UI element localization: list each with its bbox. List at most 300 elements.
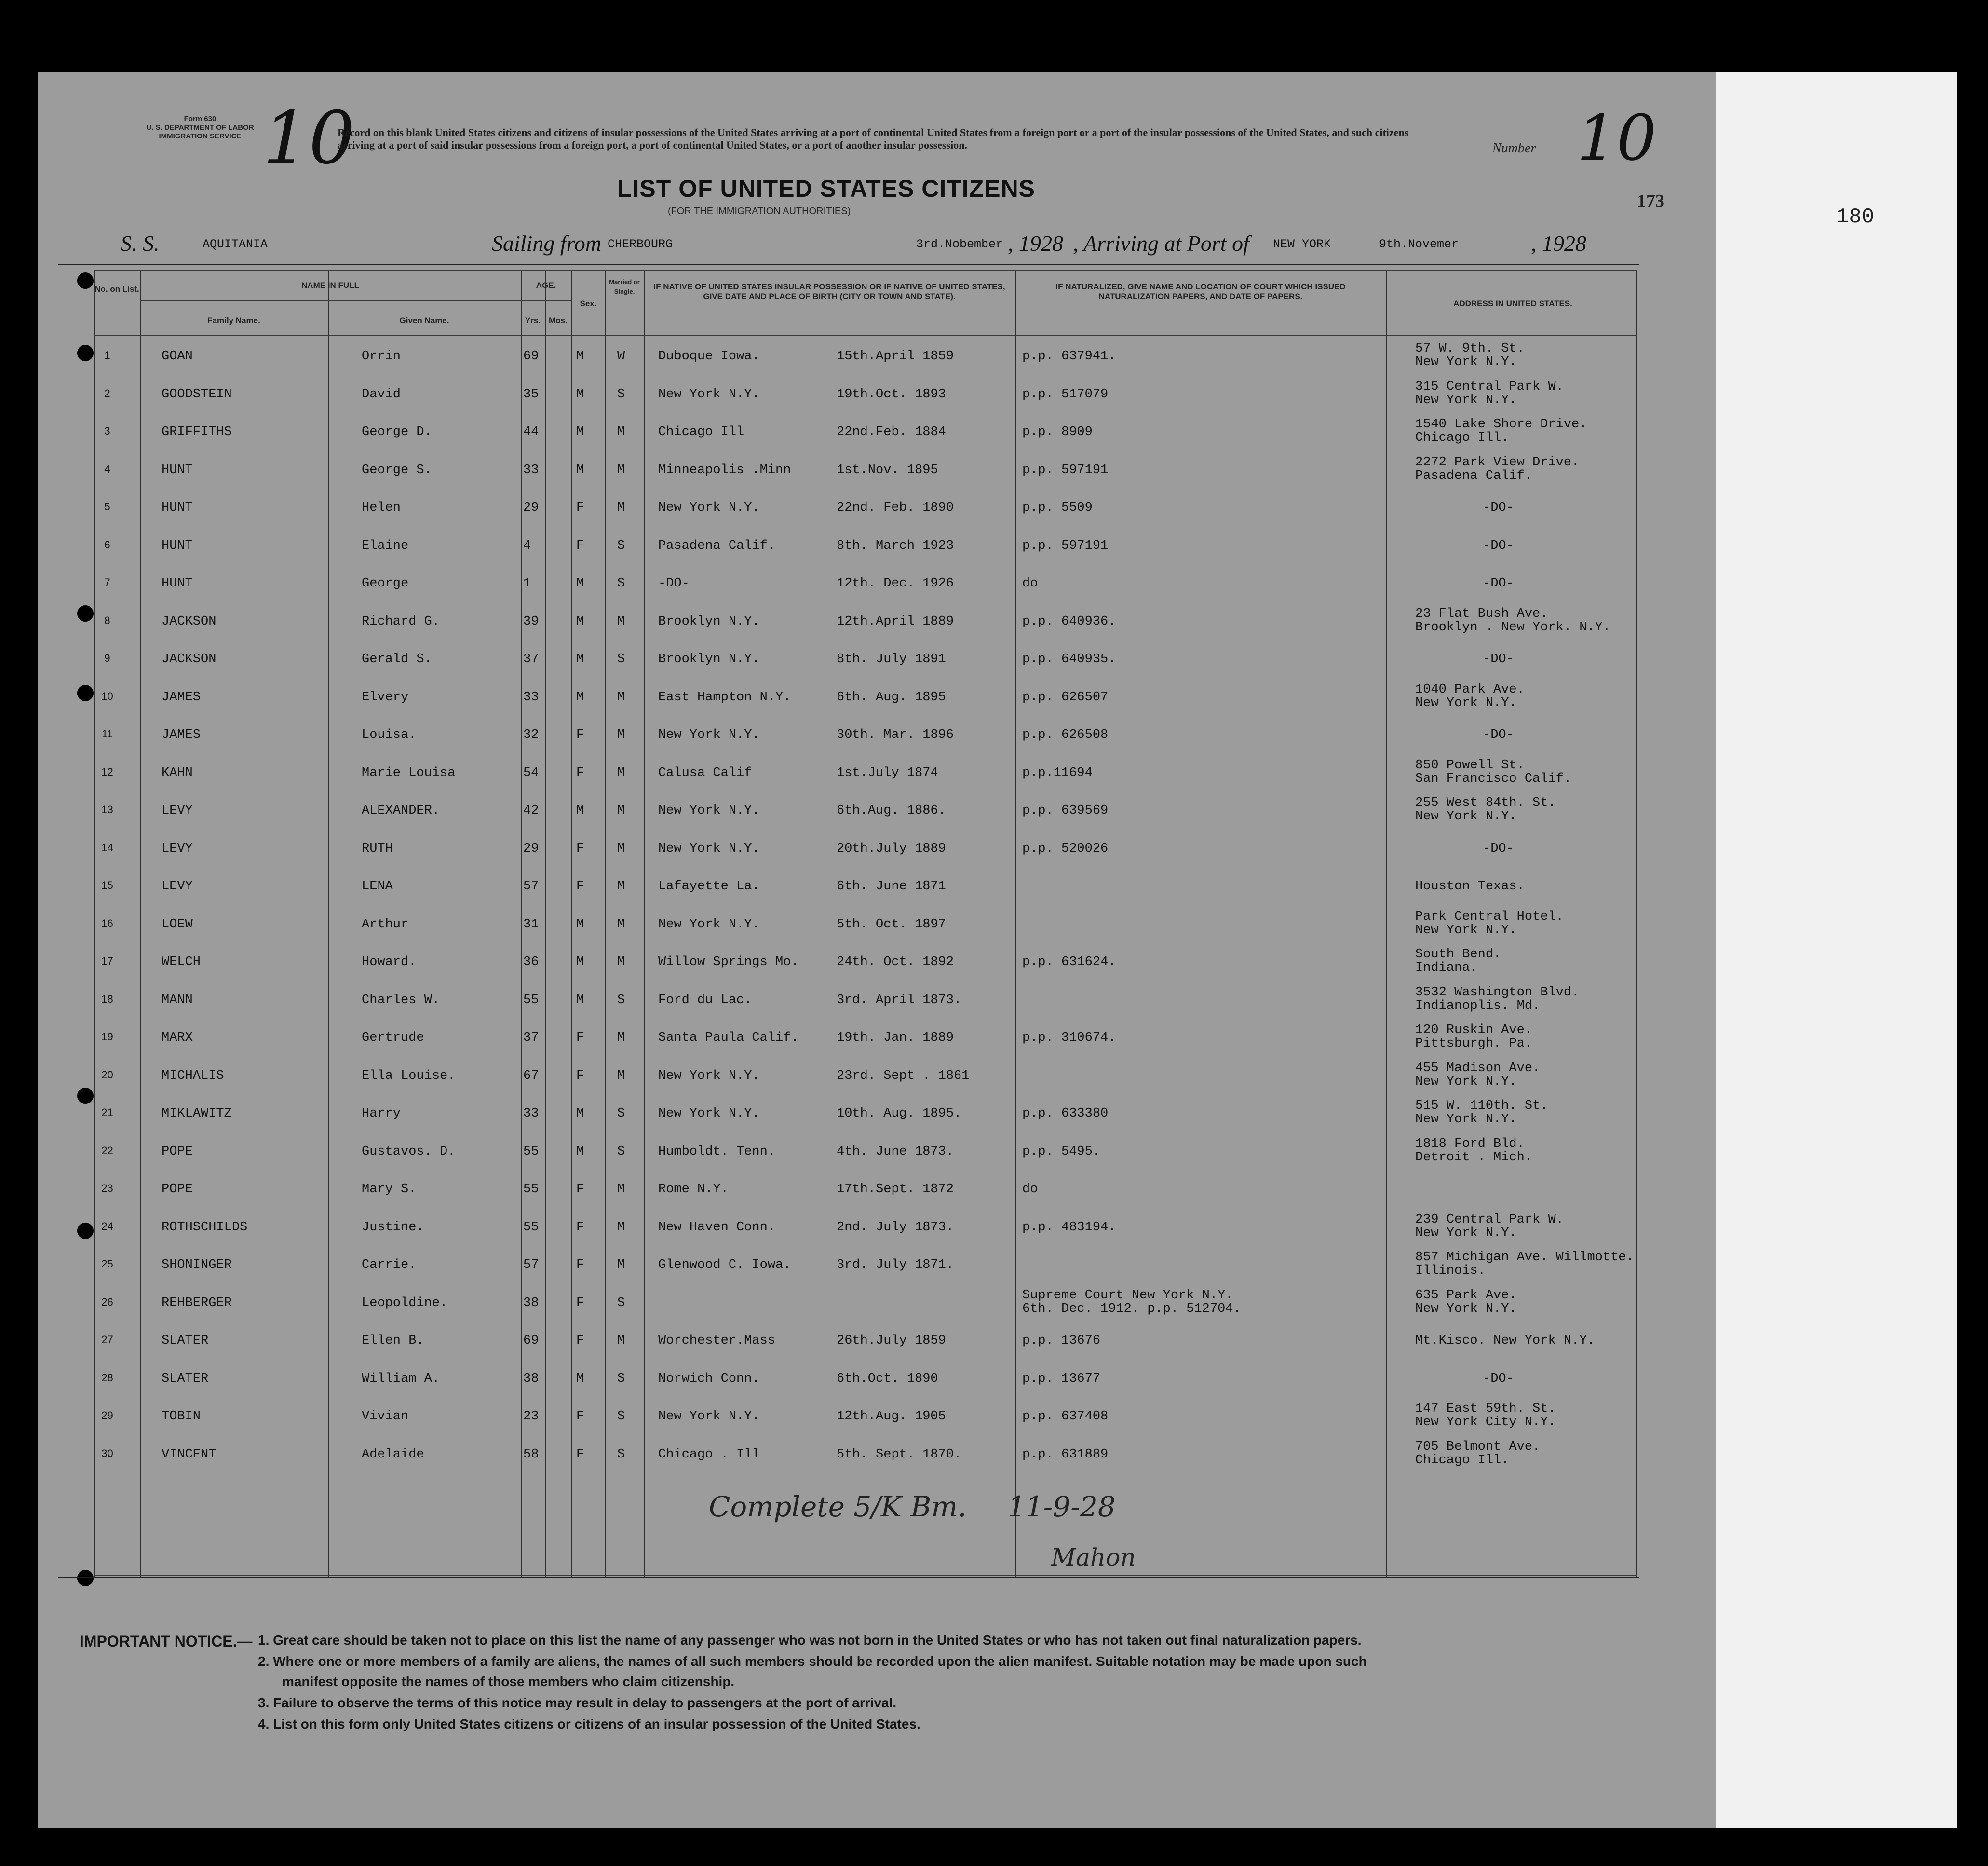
- address-line-2: New York N.Y.: [1415, 393, 1517, 408]
- binder-hole: [77, 605, 94, 622]
- marital-status: S: [617, 1409, 625, 1424]
- row-number: 15: [101, 879, 113, 891]
- marital-status: S: [617, 538, 625, 553]
- address-line-2: Illinois.: [1415, 1264, 1486, 1278]
- sex: M: [576, 1144, 584, 1159]
- birth-date: 12th.Aug. 1905: [837, 1409, 946, 1424]
- year-arrival: , 1928: [1531, 231, 1586, 256]
- family-name: HUNT: [162, 463, 193, 477]
- row-number: 17: [101, 955, 113, 967]
- row-number: 20: [101, 1068, 113, 1081]
- table-row: [94, 1360, 1637, 1398]
- sex: M: [576, 917, 584, 932]
- address-line-1: -DO-: [1483, 501, 1514, 515]
- address-line-1: 57 W. 9th. St.: [1415, 341, 1525, 356]
- family-name: REHBERGER: [162, 1295, 232, 1310]
- address-line-1: -DO-: [1483, 728, 1514, 742]
- family-name: SLATER: [162, 1334, 209, 1348]
- birth-place: New York N.Y.: [658, 1106, 760, 1121]
- naturalization: p.p. 5509: [1022, 501, 1093, 515]
- marital-status: M: [617, 614, 625, 629]
- birth-place: Willow Springs Mo.: [658, 955, 799, 969]
- marital-status: M: [617, 1031, 625, 1045]
- given-name: Adelaide: [362, 1447, 424, 1462]
- given-name: Richard G.: [362, 614, 440, 629]
- sex: M: [576, 349, 584, 364]
- row-number: 3: [104, 425, 110, 437]
- table-row: [94, 451, 1637, 489]
- age-years: 54: [523, 765, 539, 780]
- age-years: 57: [523, 879, 539, 894]
- page-stack-edge: [1716, 72, 1957, 1828]
- port-arrival: NEW YORK: [1273, 237, 1331, 251]
- table-row: [94, 1322, 1637, 1360]
- page-title: LIST OF UNITED STATES CITIZENS: [617, 175, 1036, 202]
- address-line-2: Brooklyn . New York. N.Y.: [1415, 620, 1611, 635]
- table-row: [94, 1171, 1637, 1208]
- family-name: SLATER: [162, 1371, 209, 1386]
- marital-status: S: [617, 387, 625, 402]
- family-name: JAMES: [162, 690, 201, 705]
- marital-status: S: [617, 1295, 625, 1310]
- row-number: 16: [101, 917, 113, 929]
- birth-place: New York N.Y.: [658, 1409, 760, 1424]
- col-birth: IF NATIVE OF UNITED STATES INSULAR POSSESSION OR IF NATIVE OF UNITED STATES, GIVE DATE AND PLACE OF BIRTH (CITY OR TOWN AND STATE).: [653, 282, 1005, 301]
- family-name: MIKLAWITZ: [162, 1106, 232, 1121]
- marital-status: M: [617, 804, 625, 818]
- marital-status: M: [617, 841, 625, 856]
- family-name: JACKSON: [162, 614, 216, 629]
- sex: F: [576, 1295, 584, 1310]
- col-no: No. on List.: [95, 285, 139, 294]
- address-line-2: Pittsburgh. Pa.: [1415, 1036, 1533, 1051]
- row-number: 18: [101, 993, 113, 1005]
- birth-place: Rome N.Y.: [658, 1182, 729, 1197]
- naturalization: p.p. 13676: [1022, 1334, 1101, 1348]
- table-row: [94, 1398, 1637, 1435]
- birth-place: New York N.Y.: [658, 917, 760, 932]
- age-years: 44: [523, 425, 539, 439]
- birth-date: 19th.Oct. 1893: [837, 387, 946, 402]
- table-row: [94, 603, 1637, 640]
- col-given-name: Given Name.: [399, 316, 449, 325]
- notice-item-4: 4. List on this form only United States citizens or citizens of an insular possession of the United States.: [258, 1716, 920, 1731]
- address-line-2: Detroit . Mich.: [1415, 1150, 1533, 1165]
- birth-place: New Haven Conn.: [658, 1220, 776, 1235]
- sex: M: [576, 463, 584, 477]
- sex: M: [576, 614, 584, 629]
- birth-date: 24th. Oct. 1892: [837, 955, 954, 969]
- age-years: 29: [523, 841, 539, 856]
- family-name: GOODSTEIN: [162, 387, 232, 402]
- birth-place: Humboldt. Tenn.: [658, 1144, 776, 1159]
- given-name: RUTH: [362, 841, 393, 856]
- address-line-2: Indiana.: [1415, 961, 1478, 975]
- row-number: 21: [101, 1106, 113, 1118]
- sex: F: [576, 1447, 584, 1462]
- naturalization: p.p. 626507: [1022, 690, 1109, 705]
- birth-place: Ford du Lac.: [658, 993, 752, 1008]
- birth-place: Brooklyn N.Y.: [658, 614, 760, 629]
- family-name: JAMES: [162, 728, 201, 742]
- family-name: HUNT: [162, 576, 193, 591]
- address-line-1: 315 Central Park W.: [1415, 379, 1564, 394]
- table-row: [94, 716, 1637, 754]
- list-number-handwritten: 10: [263, 96, 355, 180]
- given-name: David: [362, 387, 401, 402]
- birth-date: 8th. March 1923: [837, 538, 954, 553]
- naturalization: p.p. 640936.: [1022, 614, 1116, 629]
- table-row: [94, 830, 1637, 868]
- col-family-name: Family Name.: [207, 316, 260, 325]
- age-years: 37: [523, 652, 539, 667]
- row-number: 22: [101, 1144, 113, 1157]
- family-name: SHONINGER: [162, 1258, 232, 1272]
- marital-status: M: [617, 501, 625, 515]
- naturalization: p.p. 639569: [1022, 804, 1109, 818]
- given-name: Gustavos. D.: [362, 1144, 456, 1159]
- table-row: [94, 1095, 1637, 1132]
- row-number: 29: [101, 1409, 113, 1421]
- sex: M: [576, 1106, 584, 1121]
- address-line-1: 1540 Lake Shore Drive.: [1415, 417, 1587, 432]
- age-years: 55: [523, 1182, 539, 1197]
- marital-status: S: [617, 1144, 625, 1159]
- row-number: 14: [101, 841, 113, 854]
- sailing-line: [121, 231, 1639, 259]
- address-line-2: New York N.Y.: [1415, 355, 1517, 369]
- given-name: Vivian: [362, 1409, 409, 1424]
- birth-place: Lafayette La.: [658, 879, 760, 894]
- age-years: 69: [523, 349, 539, 364]
- birth-date: 5th. Sept. 1870.: [837, 1447, 962, 1462]
- row-number: 27: [101, 1334, 113, 1346]
- binder-hole: [77, 685, 94, 701]
- birth-date: 19th. Jan. 1889: [837, 1031, 954, 1045]
- address-line-1: 120 Ruskin Ave.: [1415, 1023, 1533, 1037]
- row-number: 19: [101, 1031, 113, 1043]
- marital-status: M: [617, 1182, 625, 1197]
- birth-date: 6th.Aug. 1886.: [837, 804, 946, 818]
- row-number: 7: [104, 576, 110, 588]
- sex: F: [576, 879, 584, 894]
- naturalization: p.p. 626508: [1022, 728, 1109, 742]
- marital-status: M: [617, 463, 625, 477]
- family-name: POPE: [162, 1182, 193, 1197]
- service: IMMIGRATION SERVICE: [159, 132, 242, 140]
- birth-place: New York N.Y.: [658, 501, 760, 515]
- age-years: 31: [523, 917, 539, 932]
- given-name: Elaine: [362, 538, 409, 553]
- address-line-2: New York N.Y.: [1415, 1226, 1517, 1240]
- row-number: 10: [101, 690, 113, 702]
- age-years: 39: [523, 614, 539, 629]
- form-id-block: [145, 115, 256, 141]
- given-name: George: [362, 576, 409, 591]
- sex: F: [576, 1220, 584, 1235]
- notice-item-2-cont: manifest opposite the names of those members who claim citizenship.: [282, 1674, 735, 1689]
- age-years: 58: [523, 1447, 539, 1462]
- table-row: [94, 1284, 1637, 1322]
- given-name: Elvery: [362, 690, 409, 705]
- form-number: Form 630: [184, 115, 216, 123]
- family-name: LEVY: [162, 841, 193, 856]
- age-years: 4: [523, 538, 531, 553]
- naturalization: p.p. 310674.: [1022, 1031, 1116, 1045]
- age-years: 67: [523, 1068, 539, 1083]
- given-name: Helen: [362, 501, 401, 515]
- family-name: HUNT: [162, 538, 193, 553]
- sex: M: [576, 1371, 584, 1386]
- sex: F: [576, 765, 584, 780]
- family-name: KAHN: [162, 765, 193, 780]
- family-name: POPE: [162, 1144, 193, 1159]
- family-name: JACKSON: [162, 652, 216, 667]
- table-row: [94, 1133, 1637, 1171]
- col-naturalized: IF NATURALIZED, GIVE NAME AND LOCATION OF COURT WHICH ISSUED NATURALIZATION PAPERS, AND DATE OF PAPERS.: [1055, 282, 1346, 301]
- address-line-1: Houston Texas.: [1415, 879, 1525, 894]
- age-years: 38: [523, 1295, 539, 1310]
- sex: F: [576, 1182, 584, 1197]
- marital-status: M: [617, 917, 625, 932]
- binder-hole: [77, 1223, 94, 1239]
- birth-date: 30th. Mar. 1896: [837, 728, 954, 742]
- marital-status: S: [617, 652, 625, 667]
- birth-place: New York N.Y.: [658, 841, 760, 856]
- naturalization: p.p. 597191: [1022, 463, 1109, 477]
- age-years: 57: [523, 1258, 539, 1272]
- binder-hole: [77, 345, 94, 361]
- notice-item-2: 2. Where one or more members of a family are aliens, the names of all such members should be recorded upon the alien manifest. Suitable notation may be made upon such: [258, 1654, 1367, 1669]
- table-row: [94, 338, 1637, 375]
- address-line-2: New York N.Y.: [1415, 1112, 1517, 1127]
- naturalization: p.p. 520026: [1022, 841, 1109, 856]
- birth-place: Calusa Calif: [658, 765, 752, 780]
- footer-divider: [58, 1577, 1639, 1578]
- age-years: 55: [523, 1220, 539, 1235]
- family-name: VINCENT: [162, 1447, 216, 1462]
- birth-place: Worchester.Mass: [658, 1334, 776, 1348]
- table-row: [94, 489, 1637, 527]
- sex: F: [576, 1409, 584, 1424]
- naturalization: p.p. 517079: [1022, 387, 1109, 402]
- birth-date: 2nd. July 1873.: [837, 1220, 954, 1235]
- address-line-1: 2272 Park View Drive.: [1415, 455, 1580, 470]
- birth-date: 22nd. Feb. 1890: [837, 501, 954, 515]
- table-row: [94, 1246, 1637, 1284]
- row-number: 24: [101, 1220, 113, 1232]
- birth-date: 1st.July 1874: [837, 765, 938, 780]
- table-row: [94, 754, 1637, 792]
- age-years: 1: [523, 576, 531, 591]
- address-line-1: Mt.Kisco. New York N.Y.: [1415, 1334, 1595, 1348]
- birth-date: 6th.Oct. 1890: [837, 1371, 938, 1386]
- address-line-1: -DO-: [1483, 576, 1514, 591]
- birth-date: 12th.April 1889: [837, 614, 954, 629]
- marital-status: S: [617, 1371, 625, 1386]
- col-yrs: Yrs.: [525, 316, 541, 325]
- table-row: [94, 1019, 1637, 1057]
- birth-date: 6th. Aug. 1895: [837, 690, 946, 705]
- age-years: 33: [523, 1106, 539, 1121]
- given-name: Orrin: [362, 349, 401, 364]
- table-row: [94, 906, 1637, 943]
- marital-status: M: [617, 690, 625, 705]
- col-age: AGE.: [536, 281, 556, 290]
- family-name: MANN: [162, 993, 193, 1008]
- row-number: 1: [104, 349, 110, 361]
- marital-status: M: [617, 879, 625, 894]
- sex: F: [576, 1258, 584, 1272]
- table-row: [94, 868, 1637, 905]
- sailing-from-label: Sailing from: [492, 231, 602, 256]
- passenger-table: [94, 270, 1637, 1577]
- row-number: 4: [104, 463, 110, 475]
- sex: F: [576, 1031, 584, 1045]
- family-name: LEVY: [162, 879, 193, 894]
- naturalization: p.p. 637408: [1022, 1409, 1109, 1424]
- row-number: 6: [104, 538, 110, 551]
- naturalization: Supreme Court New York N.Y.: [1022, 1288, 1233, 1303]
- birth-date: 1st.Nov. 1895: [837, 463, 938, 477]
- sex: M: [576, 955, 584, 969]
- birth-place: New York N.Y.: [658, 1068, 760, 1083]
- address-line-1: 23 Flat Bush Ave.: [1415, 606, 1548, 621]
- birth-place: New York N.Y.: [658, 728, 760, 742]
- address-line-1: -DO-: [1483, 1371, 1514, 1386]
- address-line-1: -DO-: [1483, 652, 1514, 667]
- birth-date: 15th.April 1859: [837, 349, 954, 364]
- birth-place: Norwich Conn.: [658, 1371, 760, 1386]
- family-name: WELCH: [162, 955, 201, 969]
- table-row: [94, 679, 1637, 716]
- table-row: [94, 640, 1637, 678]
- naturalization: do: [1022, 576, 1038, 591]
- address-line-1: 3532 Washington Blvd.: [1415, 985, 1580, 1000]
- page-number: 173: [1637, 191, 1664, 211]
- age-years: 55: [523, 1144, 539, 1159]
- marital-status: M: [617, 1068, 625, 1083]
- naturalization: p.p. 597191: [1022, 538, 1109, 553]
- address-line-1: 1040 Park Ave.: [1415, 682, 1525, 697]
- naturalization: p.p. 637941.: [1022, 349, 1116, 364]
- given-name: Justine.: [362, 1220, 424, 1235]
- table-row: [94, 376, 1637, 413]
- number-label: Number: [1492, 141, 1536, 156]
- family-name: MICHALIS: [162, 1068, 224, 1083]
- family-name: HUNT: [162, 501, 193, 515]
- col-sex: Sex.: [580, 299, 597, 308]
- sex: F: [576, 728, 584, 742]
- ss-label: S. S.: [121, 231, 160, 256]
- port-from: CHERBOURG: [608, 237, 673, 251]
- given-name: Gertrude: [362, 1031, 424, 1045]
- notice-heading: IMPORTANT NOTICE.—: [80, 1633, 253, 1650]
- table-row: [94, 1209, 1637, 1246]
- birth-date: 5th. Oct. 1897: [837, 917, 946, 932]
- address-line-1: 255 West 84th. St.: [1415, 796, 1556, 810]
- row-number: 30: [101, 1447, 113, 1459]
- given-name: Gerald S.: [362, 652, 432, 667]
- given-name: Mary S.: [362, 1182, 417, 1197]
- address-line-1: 515 W. 110th. St.: [1415, 1099, 1548, 1113]
- notice-item-3: 3. Failure to observe the terms of this notice may result in delay to passengers at the port of arrival.: [258, 1695, 897, 1710]
- birth-date: 17th.Sept. 1872: [837, 1182, 954, 1197]
- sex: M: [576, 387, 584, 402]
- address-line-2: New York N.Y.: [1415, 923, 1517, 938]
- row-number: 5: [104, 501, 110, 513]
- address-line-1: 455 Madison Ave.: [1415, 1061, 1541, 1076]
- birth-date: 4th. June 1873.: [837, 1144, 954, 1159]
- given-name: ALEXANDER.: [362, 804, 440, 818]
- family-name: LOEW: [162, 917, 193, 932]
- birth-place: Duboque Iowa.: [658, 349, 760, 364]
- given-name: Ella Louise.: [362, 1068, 456, 1083]
- marital-status: M: [617, 1258, 625, 1272]
- row-number: 8: [104, 614, 110, 627]
- given-name: Arthur: [362, 917, 409, 932]
- birth-date: 22nd.Feb. 1884: [837, 425, 946, 439]
- birth-place: New York N.Y.: [658, 387, 760, 402]
- given-name: Ellen B.: [362, 1334, 424, 1348]
- given-name: George S.: [362, 463, 432, 477]
- family-name: GRIFFITHS: [162, 425, 232, 439]
- row-number: 28: [101, 1371, 113, 1384]
- marital-status: M: [617, 1220, 625, 1235]
- address-line-2: Chicago Ill.: [1415, 1453, 1509, 1468]
- completed-date: 11-9-28: [1008, 1490, 1116, 1523]
- given-name: George D.: [362, 425, 432, 439]
- arriving-label: , Arriving at Port of: [1073, 231, 1249, 256]
- officer-signature: Mahon: [1051, 1543, 1136, 1571]
- birth-place: Minneapolis .Minn: [658, 463, 791, 477]
- birth-place: New York N.Y.: [658, 804, 760, 818]
- naturalization: p.p. 5495.: [1022, 1144, 1101, 1159]
- family-name: LEVY: [162, 804, 193, 818]
- row-number: 26: [101, 1295, 113, 1308]
- birth-place: Pasadena Calif.: [658, 538, 776, 553]
- row-number: 11: [102, 728, 113, 740]
- birth-place: Chicago Ill: [658, 425, 744, 439]
- address-line-1: 635 Park Ave.: [1415, 1288, 1517, 1303]
- table-row: [94, 981, 1637, 1019]
- given-name: Carrie.: [362, 1258, 417, 1272]
- year-from: , 1928: [1008, 231, 1063, 256]
- sex: F: [576, 841, 584, 856]
- header-divider: [58, 264, 1639, 265]
- number-value: 10: [1577, 101, 1657, 175]
- age-years: 35: [523, 387, 539, 402]
- page-subtitle: (FOR THE IMMIGRATION AUTHORITIES): [668, 206, 851, 217]
- sex: F: [576, 1068, 584, 1083]
- address-line-2: New York N.Y.: [1415, 809, 1517, 824]
- row-number: 23: [101, 1182, 113, 1194]
- address-line-2: Pasadena Calif.: [1415, 468, 1533, 483]
- marital-status: M: [617, 728, 625, 742]
- birth-date: 10th. Aug. 1895.: [837, 1106, 962, 1121]
- sex: F: [576, 1334, 584, 1348]
- row-number: 12: [101, 765, 113, 778]
- address-line-2: San Francisco Calif.: [1415, 771, 1572, 786]
- given-name: William A.: [362, 1371, 440, 1386]
- naturalization: p.p.11694: [1022, 765, 1093, 780]
- marital-status: M: [617, 955, 625, 969]
- row-number: 2: [104, 387, 110, 399]
- marital-status: M: [617, 1334, 625, 1348]
- birth-date: 12th. Dec. 1926: [837, 576, 954, 591]
- birth-place: Chicago . Ill: [658, 1447, 760, 1462]
- naturalization-line-2: 6th. Dec. 1912. p.p. 512704.: [1022, 1301, 1241, 1316]
